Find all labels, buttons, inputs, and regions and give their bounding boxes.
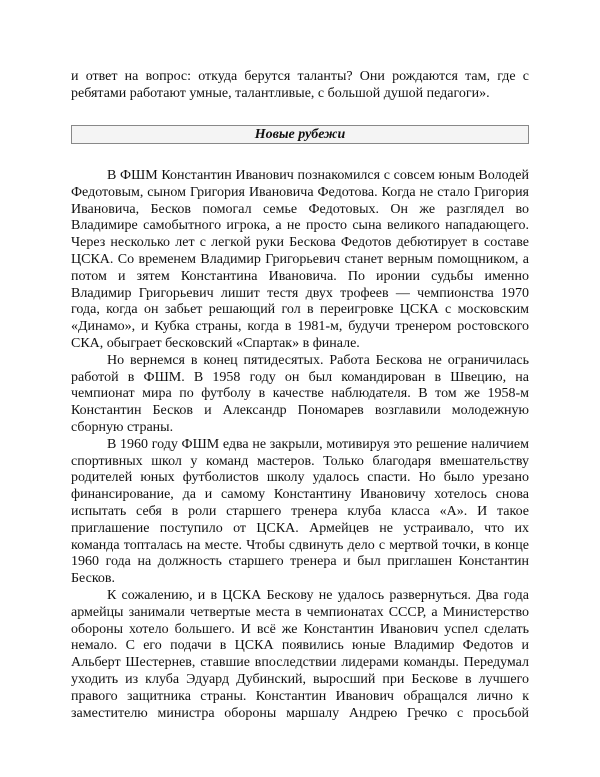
text-line: К сожалению, и в ЦСКА Бескову не удалось развернуться. Два года — [107, 587, 529, 603]
text-line: года, когда он забьет решающий гол в переигровке ЦСКА с московским — [71, 302, 529, 318]
text-line: армейцы занимали четвертые места в чемпионатах СССР, а Министерство — [71, 604, 529, 620]
text-line: Через несколько лет с легкой руки Бескова Федотов дебютирует в составе — [71, 235, 529, 251]
text-line: Владимир Григорьевич лишит тестя двух трофеев — чемпионства 1970 — [71, 285, 529, 301]
text-line: 1960 года на должность старшего тренера и был приглашен Константин — [71, 554, 529, 570]
text-line: Константин Бесков и Александр Пономарев возглавили молодежную — [71, 403, 529, 419]
paragraph — [71, 168, 529, 353]
paragraph — [71, 353, 529, 437]
text-line: В 1960 году ФШМ едва не закрыли, мотивируя это решение наличием — [107, 436, 529, 452]
text-line: СКА, обыграет бесковский «Спартак» в финале. — [71, 335, 360, 351]
text-line: Альберт Шестернев, ставшие впоследствии лидерами команды. Передумал — [71, 655, 529, 671]
text-line: обороны хотело большего. И всё же Константин Иванович успел сделать — [71, 621, 529, 637]
text-line: уходить из клуба Эдуард Дубинский, выросший при Бескове в лучшего — [71, 671, 529, 687]
text-line: Но вернемся в конец пятидесятых. Работа Бескова не ограничилась — [107, 352, 529, 368]
body-text — [71, 168, 529, 722]
text-line: родителей юных футболистов школу удалось спасти. Но было урезано — [71, 470, 529, 486]
intro-paragraph — [71, 69, 529, 103]
text-line: потом и зятем Константина Ивановича. По иронии судьбы именно — [71, 268, 529, 284]
text-line: сборную страны. — [71, 419, 174, 435]
text-line: Бесков. — [71, 571, 116, 587]
text-line: Ивановича, Бесков помогал семье Федотовых. Он же разглядел во — [71, 201, 529, 217]
text-line: В ФШМ Константин Иванович познакомился с совсем юным Володей — [107, 168, 529, 183]
text-line: Федотовым, сыном Григория Ивановича Федотова. Когда не стало Григория — [71, 184, 529, 200]
text-line: заместителю министра обороны маршалу Андрею Гречко с просьбой — [71, 705, 529, 721]
paragraph — [71, 588, 529, 722]
text-line: «Динамо», и Кубка страны, когда в 1981-м, будучи тренером ростовского — [71, 319, 529, 335]
text-line: команда топталась на месте. Чтобы сдвинуть дело с мертвой точки, в конце — [71, 537, 529, 553]
text-line: работой в ФШМ. В 1958 году он был командирован в Швецию, на — [71, 369, 529, 385]
text-line: и ответ на вопрос: откуда берутся таланты? Они рождаются там, где с — [71, 69, 529, 84]
text-line: спортивных школ у команд мастеров. Только благодаря вмешательству — [71, 453, 529, 469]
text-line: испытать себя в роли старшего тренера клуба класса «А». И такое — [71, 503, 529, 519]
section-heading: Новые рубежи — [71, 125, 529, 144]
paragraph — [71, 437, 529, 588]
text-line: Владимире самобытного игрока, а не просто сына великого нападающего. — [71, 218, 529, 234]
text-line: чемпионат мира по футболу в качестве наблюдателя. В том же 1958-м — [71, 386, 529, 402]
text-line: правого защитника страны. Константин Иванович обращался лично к — [71, 688, 529, 704]
text-line: финансирование, да и самому Константину Ивановичу хотелось снова — [71, 487, 529, 503]
text-line: приглашение поступило от ЦСКА. Армейцев не устраивало, что их — [71, 520, 529, 536]
text-line: ЦСКА. Со временем Владимир Григорьевич станет верным помощником, а — [71, 251, 529, 267]
text-line: ребятами работают умные, талантливые, с большой душой педагоги». — [71, 85, 490, 101]
text-line: немало. С его подачи в ЦСКА появились юные Владимир Федотов и — [71, 638, 529, 654]
